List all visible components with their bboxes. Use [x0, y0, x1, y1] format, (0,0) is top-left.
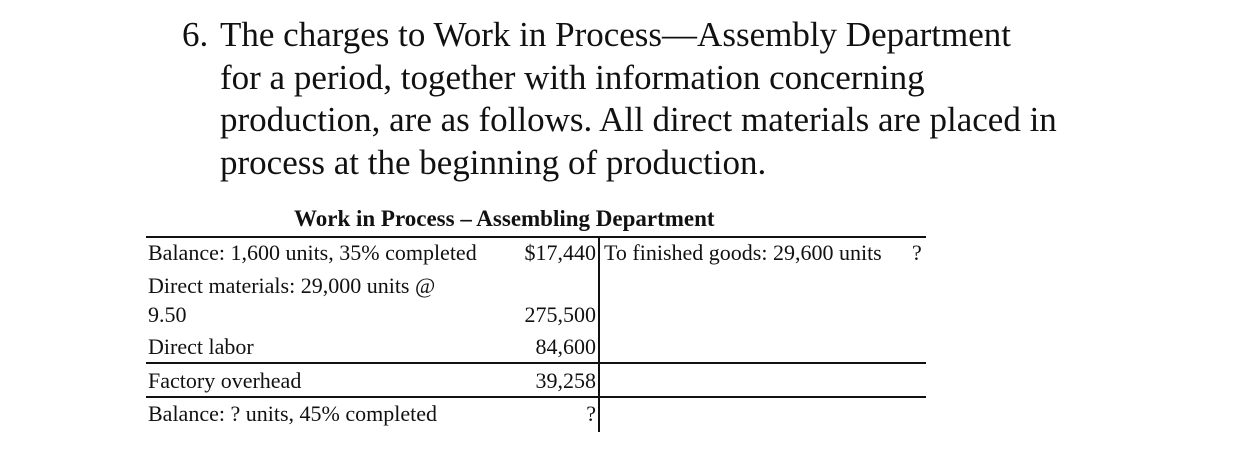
debit-amount-ending-balance: ?	[586, 401, 596, 426]
debit-label-ending-balance: Balance: ? units, 45% completed	[148, 401, 437, 426]
debit-amount-beginning-balance: $17,440	[524, 240, 596, 265]
problem-number: 6.	[182, 15, 209, 54]
debit-amount-factory-overhead: 39,258	[535, 368, 596, 393]
problem-line-1	[182, 14, 1222, 57]
debit-row-rule-2	[146, 396, 926, 398]
t-account-top-rule	[146, 236, 926, 238]
credit-amount-finished-goods: ?	[912, 240, 922, 265]
debit-label-direct-labor: Direct labor	[148, 334, 254, 359]
t-account-center-rule	[598, 236, 600, 432]
debit-label-direct-materials-2: 9.50	[148, 302, 187, 327]
t-account-title: Work in Process – Assembling Department	[294, 206, 715, 231]
debit-row-rule-1	[146, 362, 926, 364]
debit-label-beginning-balance: Balance: 1,600 units, 35% completed	[148, 240, 477, 265]
debit-label-direct-materials-1: Direct materials: 29,000 units @	[148, 273, 436, 298]
problem-statement	[182, 14, 1222, 184]
debit-amount-direct-labor: 84,600	[535, 334, 596, 359]
problem-line-4: process at the beginning of production.	[220, 142, 767, 182]
problem-text-1: The charges to Work in Process—Assembly Department	[220, 15, 1012, 54]
credit-label-finished-goods: To finished goods: 29,600 units	[604, 240, 882, 265]
problem-line-3: production, are as follows. All direct materials are placed in	[220, 100, 1057, 139]
t-account	[146, 204, 928, 434]
problem-line-2: for a period, together with information concerning	[220, 57, 925, 97]
debit-amount-direct-materials: 275,500	[524, 302, 596, 327]
debit-label-factory-overhead: Factory overhead	[148, 368, 302, 393]
